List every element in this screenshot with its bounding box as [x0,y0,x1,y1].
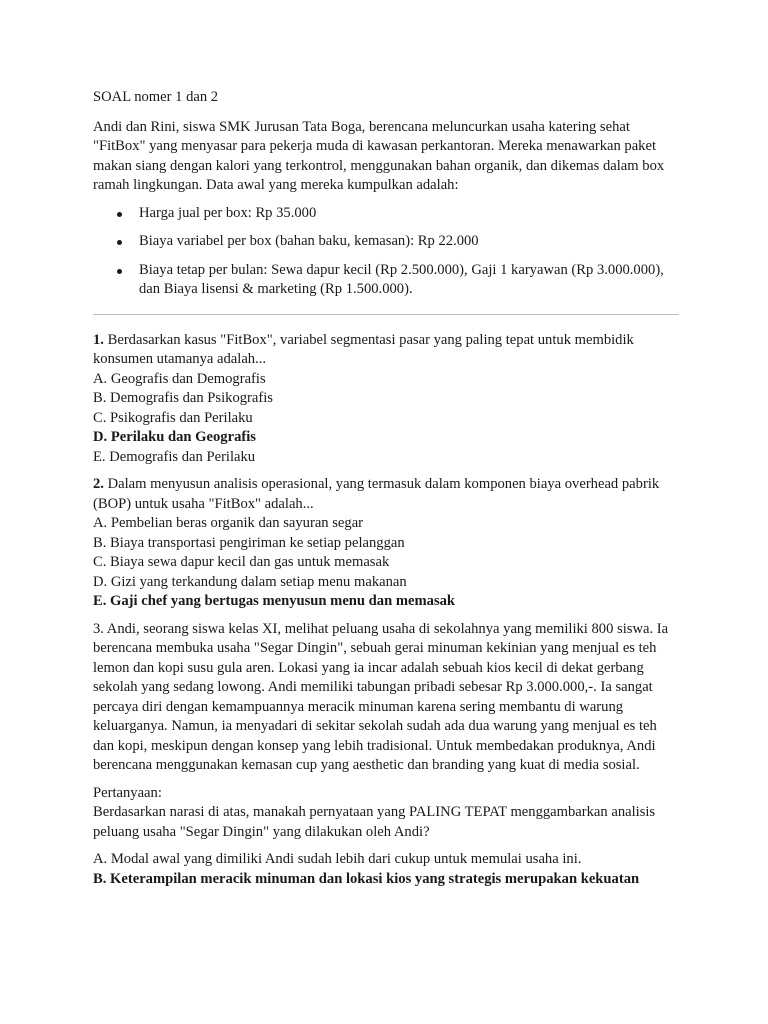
option-e-answer: E. Gaji chef yang bertugas menyusun menu dan memasak [93,593,456,609]
question-2 [93,475,679,612]
bullet-icon [117,269,122,274]
bullet-icon [117,212,122,217]
document-page [93,88,679,889]
question-number: 2. [93,476,104,492]
option-d: D. Gizi yang terkandung dalam setiap menu makanan [93,573,407,590]
section-heading: SOAL nomer 1 dan 2 [93,89,219,105]
option-a: A. Modal awal yang dimiliki Andi sudah lebih dari cukup untuk memulai usaha ini. [93,851,582,867]
horizontal-divider [93,314,679,315]
question-3-options [93,850,679,889]
option-b-answer: B. Keterampilan meracik minuman dan lokasi kios yang strategis merupakan kekuatan [93,870,640,887]
option-e: E. Demografis dan Perilaku [93,448,256,465]
list-item: Biaya variabel per box (bahan baku, kemasan): Rp 22.000 [93,232,679,252]
list-item: Biaya tetap per bulan: Sewa dapur kecil (Rp 2.500.000), Gaji 1 karyawan (Rp 3.000.000), dan Biaya lisensi & marketing (Rp 1.500.000). [93,261,679,300]
question-3-narrative: 3. Andi, seorang siswa kelas XI, melihat peluang usaha di sekolahnya yang memiliki 800 siswa. Ia berencana membuka usaha "Segar Dingin", sebuah gerai minuman kekinian yang menjual es teh lemon dan kopi susu gula aren. Lokasi yang ia incar adalah sebuah kios kecil di dekat gerbang sekolah yang sedang lowong. Andi memiliki tabungan pribadi sebesar Rp 3.000.000,-. Ia sangat percaya diri dengan kemampuannya meracik minuman karena sering membantu di warung keluarganya. Namun, ia menyadari di sekitar sekolah sudah ada dua warung yang menjual es teh dan kopi, meskipun dengan konsep yang lebih tradisional. Untuk membedakan produknya, Andi berencana menggunakan kemasan cup yang aesthetic dan branding yang kuat di media sosial. [93,620,669,773]
question-number: 1. [93,331,104,348]
bullet-icon [117,240,122,245]
question-1 [93,331,679,468]
option-d-answer: D. Perilaku dan Geografis [93,429,256,445]
case-data-list [93,204,679,300]
option-c: C. Psikografis dan Perilaku [93,409,253,426]
question-label: Pertanyaan: [93,784,162,801]
option-c: C. Biaya sewa dapur kecil dan gas untuk memasak [93,554,390,570]
list-item: Harga jual per box: Rp 35.000 [93,204,679,224]
option-a: A. Pembelian beras organik dan sayuran segar [93,515,364,531]
option-b: B. Demografis dan Psikografis [93,390,273,406]
case-intro: Andi dan Rini, siswa SMK Jurusan Tata Boga, berencana meluncurkan usaha katering sehat "FitBox" yang menyasar para pekerja muda di kawasan perkantoran. Mereka menawarkan paket makan siang dengan kalori yang terkontrol, menggunakan bahan organik, dan dikemas dalam box ramah lingkungan. Data awal yang mereka kumpulkan adalah: [93,118,665,193]
question-3-question: Berdasarkan narasi di atas, manakah pernyataan yang PALING TEPAT menggambarkan analisis peluang usaha "Segar Dingin" yang dilakukan oleh Andi? [93,804,656,840]
question-1-text: 1. Berdasarkan kasus "FitBox", variabel segmentasi pasar yang paling tepat untuk membidik konsumen utamanya adalah... [93,331,634,367]
question-3-prompt [93,784,679,843]
question-2-text: 2. Dalam menyusun analisis operasional, yang termasuk dalam komponen biaya overhead pabrik (BOP) untuk usaha "FitBox" adalah... [93,476,660,512]
option-a: A. Geografis dan Demografis [93,370,266,387]
option-b: B. Biaya transportasi pengiriman ke setiap pelanggan [93,534,405,551]
